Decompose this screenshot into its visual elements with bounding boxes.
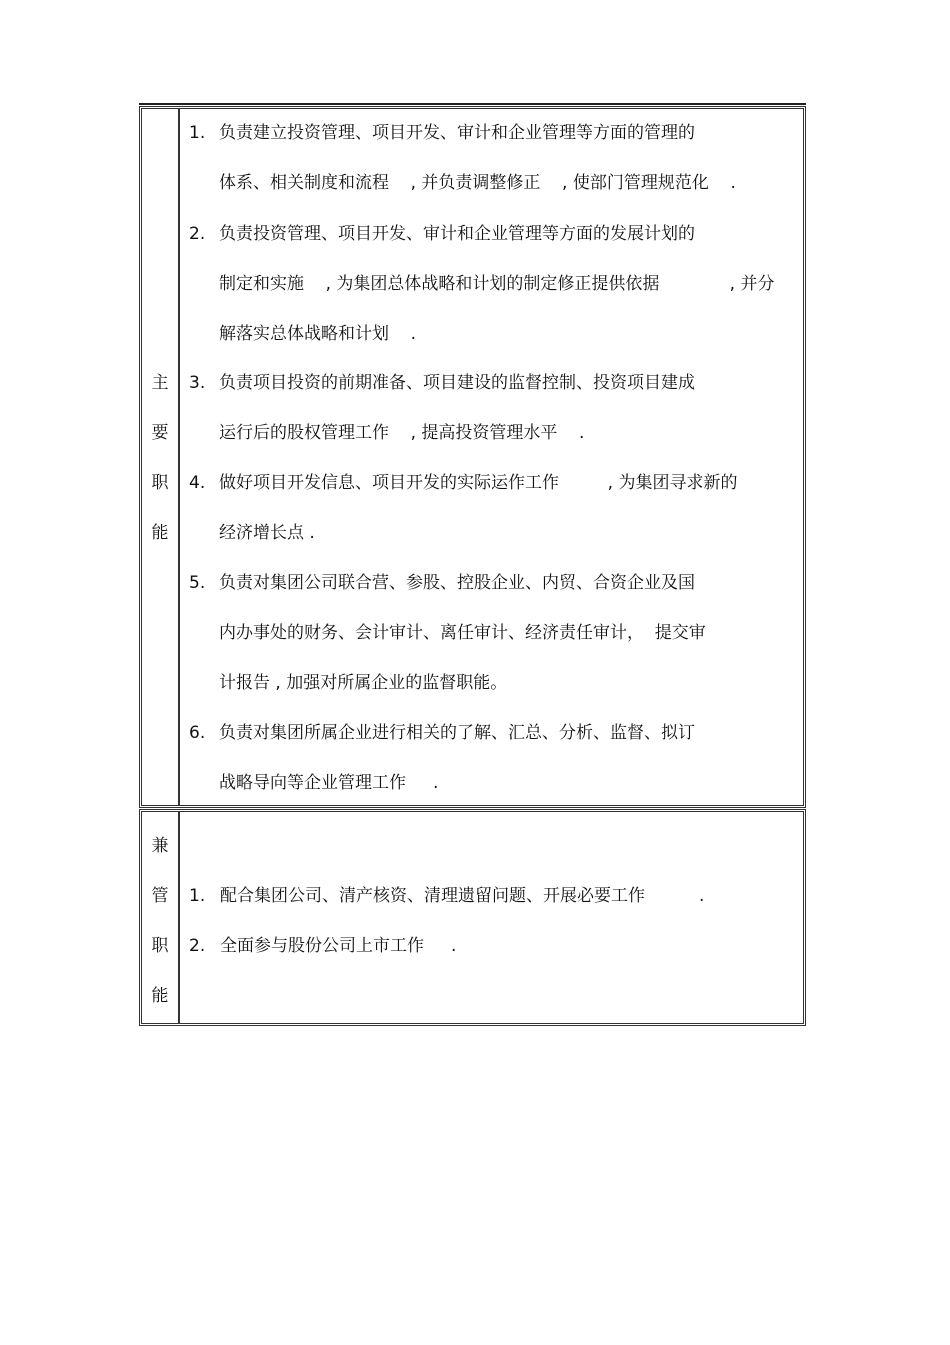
item-number: 2. [189,224,206,244]
item-text-line: 制定和实施 , 为集团总体战略和计划的制定修正提供依据 , 并分 [219,274,775,294]
item-text-line: 配合集团公司、清产核资、清理遗留问题、开展必要工作 . [220,886,705,906]
item-text-line: 内办事处的财务、会计审计、离任审计、经济责任审计， 提交审 [219,623,706,643]
item-text-line: 解落实总体战略和计划 . [219,324,417,344]
item-text-line: 计报告 , 加强对所属企业的监督职能。 [219,673,508,693]
item-text-line: 经济增长点 . [219,523,315,543]
item-number: 4. [189,473,206,493]
item-text-line: 负责对集团所属企业进行相关的了解、汇总、分析、监督、拟订 [219,723,695,743]
item-text-line: 负责投资管理、项目开发、审计和企业管理等方面的发展计划的 [219,224,695,244]
item-number: 1. [189,886,206,906]
item-number: 2. [189,936,206,956]
main-duties-section [139,106,806,808]
top-rule [139,103,806,105]
label-char: 要 [151,423,169,443]
item-text-line: 做好项目开发信息、项目开发的实际运作工作 , 为集团寻求新的 [219,473,738,493]
main-duties-content [180,109,803,805]
item-text-line: 全面参与股份公司上市工作 . [220,936,457,956]
concurrent-duties-content [180,812,803,1023]
concurrent-duties-label [142,812,180,1023]
item-text-line: 运行后的股权管理工作 , 提高投资管理水平 . [219,423,585,443]
main-duties-label [142,109,180,805]
item-number: 3. [189,373,206,393]
label-char: 兼 [151,836,169,856]
item-text-line: 战略导向等企业管理工作 . [219,773,439,793]
item-text-line: 负责项目投资的前期准备、项目建设的监督控制、投资项目建成 [219,373,695,393]
duties-table [139,106,806,1026]
item-text-line: 负责建立投资管理、项目开发、审计和企业管理等方面的管理的 [219,123,695,143]
item-number: 5. [189,573,206,593]
label-char: 管 [151,886,169,906]
item-text-line: 负责对集团公司联合营、参股、控股企业、内贸、合资企业及国 [219,573,695,593]
item-number: 6. [189,723,206,743]
label-char: 能 [151,523,169,543]
label-char: 能 [151,986,169,1006]
item-text-line: 体系、相关制度和流程 , 并负责调整修正 , 使部门管理规范化 . [219,173,736,193]
item-number: 1. [189,123,206,143]
label-char: 主 [151,373,169,393]
label-char: 职 [151,936,169,956]
concurrent-duties-section [139,809,806,1026]
label-char: 职 [151,473,169,493]
